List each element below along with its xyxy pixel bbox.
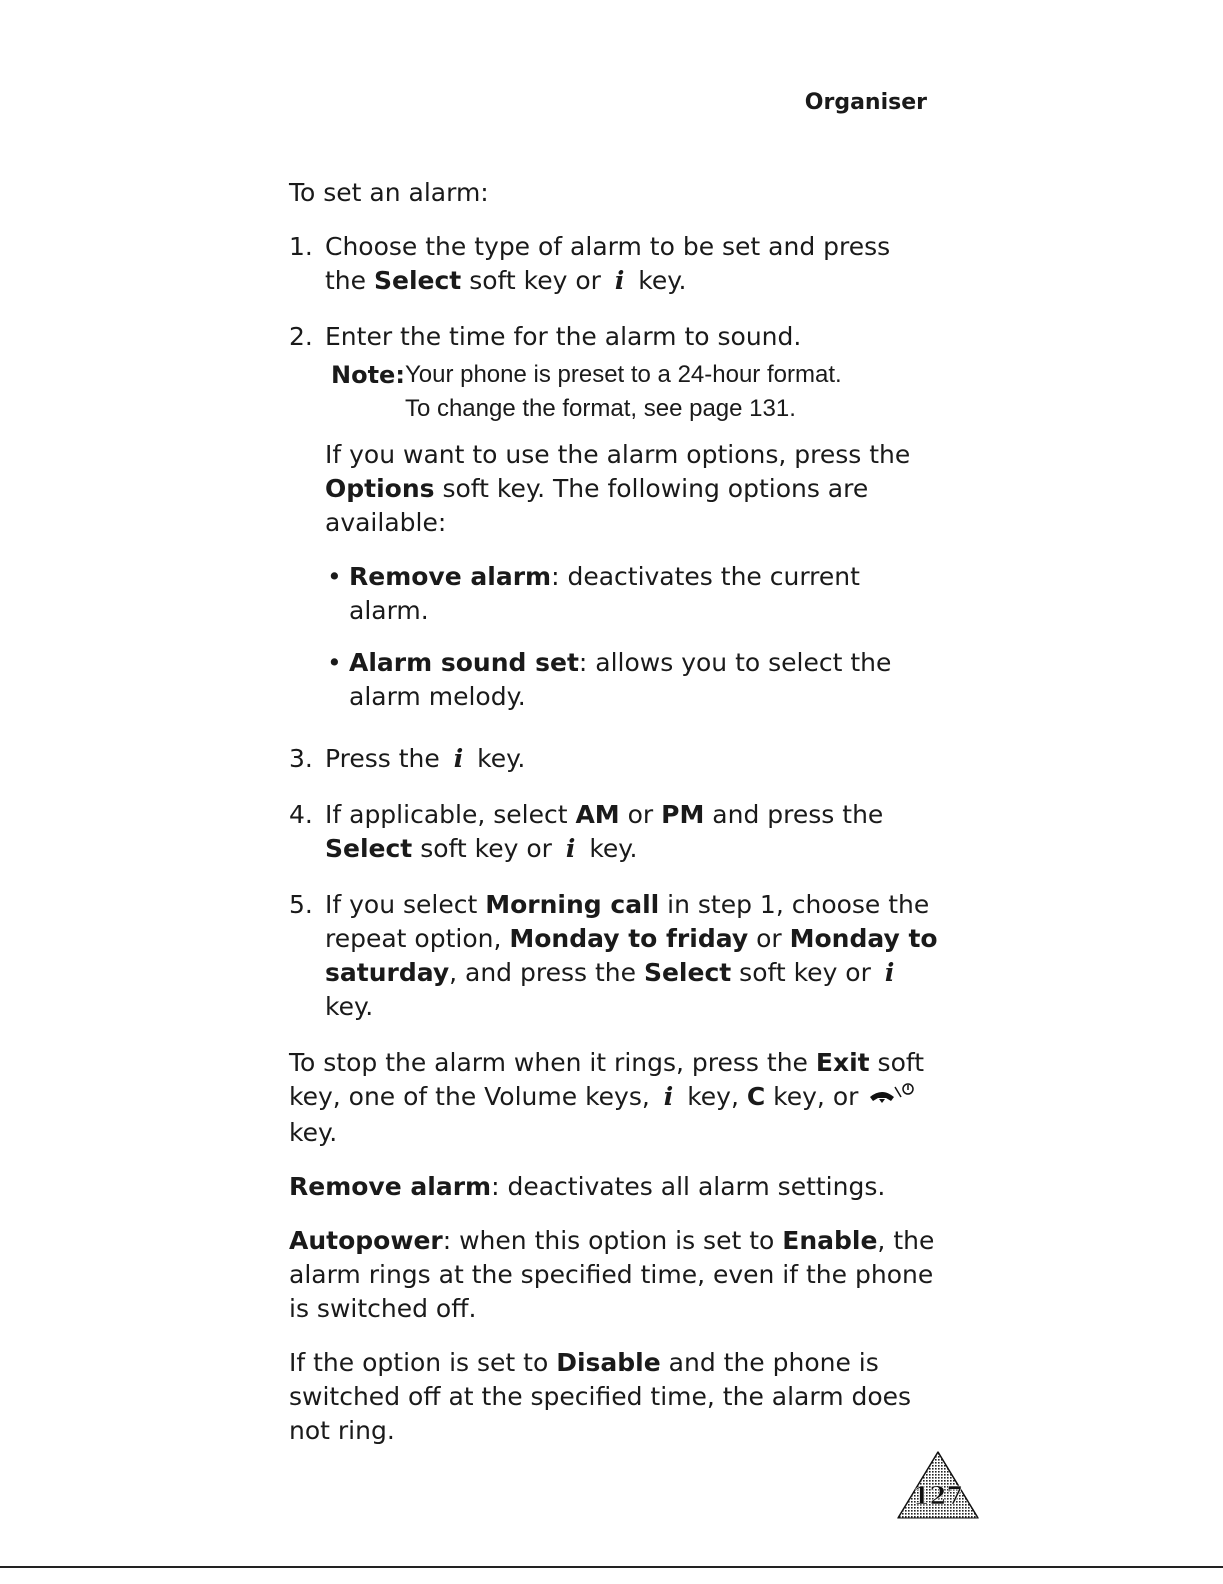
- disable-paragraph: [289, 1346, 939, 1448]
- remove-alarm-term: Remove alarm: [289, 1171, 492, 1201]
- step-text: Press the: [325, 744, 448, 773]
- triangle-page-badge-icon: [896, 1450, 980, 1520]
- bullet-text: [349, 646, 939, 714]
- step-body: [325, 230, 939, 298]
- para-text: soft key, one of the Volume keys,: [289, 1048, 925, 1111]
- stop-alarm-paragraph: [289, 1046, 939, 1150]
- step-body: [325, 888, 939, 1024]
- note-line: Your phone is preset to a 24-hour format.: [404, 361, 842, 388]
- select-term: Select: [643, 958, 732, 987]
- step-number: 3.: [289, 744, 313, 773]
- i-key-icon: i: [614, 266, 625, 295]
- para-text: and the phone is switched off at the specified time, the alarm does not ring.: [289, 1347, 912, 1445]
- select-term: Select: [325, 834, 413, 863]
- page-badge: [896, 1450, 980, 1524]
- i-key-icon: i: [884, 958, 895, 987]
- pm-term: PM: [661, 800, 705, 829]
- step-number: 5.: [289, 890, 313, 919]
- step-text: key.: [581, 834, 638, 863]
- i-key-icon: i: [565, 834, 576, 863]
- step-number: 4.: [289, 800, 313, 829]
- disable-term: Disable: [556, 1347, 661, 1377]
- step-text: soft key or: [731, 958, 879, 987]
- bullet-item: [327, 560, 939, 628]
- step-5: [289, 888, 939, 1024]
- intro-text: To set an alarm:: [289, 178, 489, 207]
- para-text: : when this option is set to: [442, 1225, 783, 1255]
- morning-call-term: Morning call: [485, 890, 660, 919]
- autopower-paragraph: [289, 1224, 939, 1326]
- step-body: [325, 320, 939, 732]
- am-term: AM: [575, 800, 620, 829]
- step-text: in step 1, choose the repeat option,: [325, 890, 930, 953]
- page-number: 127: [912, 1481, 964, 1510]
- para-text: , the alarm rings at the specified time, even if the phone is switched off.: [289, 1225, 935, 1323]
- step-text: soft key or: [412, 834, 560, 863]
- weekday-term: Monday to saturday: [325, 924, 938, 987]
- para-text: key,: [679, 1082, 747, 1111]
- options-text: soft key. The following options are available:: [325, 474, 869, 537]
- bullet-icon: •: [327, 562, 342, 591]
- i-key-icon: i: [453, 744, 464, 773]
- end-call-power-icon: [866, 1081, 916, 1116]
- bullet-icon: •: [327, 648, 342, 677]
- weekday-term: Monday to friday: [509, 924, 749, 953]
- bullet-desc: : deactivates the current alarm.: [349, 562, 860, 625]
- para-text: If the option is set to: [289, 1347, 557, 1377]
- autopower-term: Autopower: [289, 1225, 443, 1255]
- section-header: Organiser: [804, 90, 927, 115]
- para-text: key, or: [765, 1082, 867, 1111]
- step-text: or: [619, 800, 662, 829]
- c-key-term: C: [746, 1082, 766, 1111]
- step-text: Enter the time for the alarm to sound.: [325, 322, 802, 351]
- step-number: 2.: [289, 322, 313, 351]
- step-text: or: [748, 924, 790, 953]
- note-label-text: Note: [331, 361, 396, 389]
- step-1: [289, 230, 939, 298]
- select-term: Select: [373, 266, 462, 295]
- step-text: If you select: [325, 890, 486, 919]
- step-number: 1.: [289, 232, 313, 261]
- step-4: [289, 798, 939, 866]
- para-text: To stop the alarm when it rings, press the: [289, 1048, 816, 1077]
- bullet-term: Alarm sound set: [349, 648, 579, 677]
- step-text: soft key or: [461, 266, 609, 295]
- note-line: To change the format, see page 131.: [404, 395, 796, 422]
- step-text: key.: [469, 744, 526, 773]
- bullet-text: [349, 560, 939, 628]
- step-text: key.: [630, 266, 687, 295]
- options-text: If you want to use the alarm options, press the: [325, 440, 911, 469]
- step-text: and press the: [704, 800, 884, 829]
- enable-term: Enable: [782, 1225, 878, 1255]
- step-3: [289, 742, 939, 776]
- bullet-item: [327, 646, 939, 714]
- page-content: [289, 176, 939, 1468]
- para-text: key.: [289, 1117, 338, 1147]
- bottom-border: [0, 1566, 1223, 1568]
- step-text: Choose the type of alarm to be set and press the: [325, 232, 891, 295]
- i-key-icon: i: [663, 1082, 674, 1111]
- step-2: [289, 320, 939, 732]
- exit-term: Exit: [815, 1048, 870, 1077]
- note: [331, 358, 939, 426]
- remove-alarm-paragraph: [289, 1170, 939, 1204]
- options-term: Options: [325, 474, 435, 503]
- para-text: : deactivates all alarm settings.: [491, 1171, 886, 1201]
- options-intro: [325, 438, 939, 540]
- note-label: [331, 358, 405, 426]
- step-text: , and press the: [449, 958, 644, 987]
- note-separator: :: [395, 361, 405, 389]
- step-body: [325, 742, 939, 776]
- step-body: [325, 798, 939, 866]
- bullet-term: Remove alarm: [349, 562, 552, 591]
- step-text: If applicable, select: [325, 800, 576, 829]
- step-text: key.: [325, 992, 374, 1021]
- note-text: [405, 358, 842, 426]
- bullet-desc: : allows you to select the alarm melody.: [349, 648, 892, 711]
